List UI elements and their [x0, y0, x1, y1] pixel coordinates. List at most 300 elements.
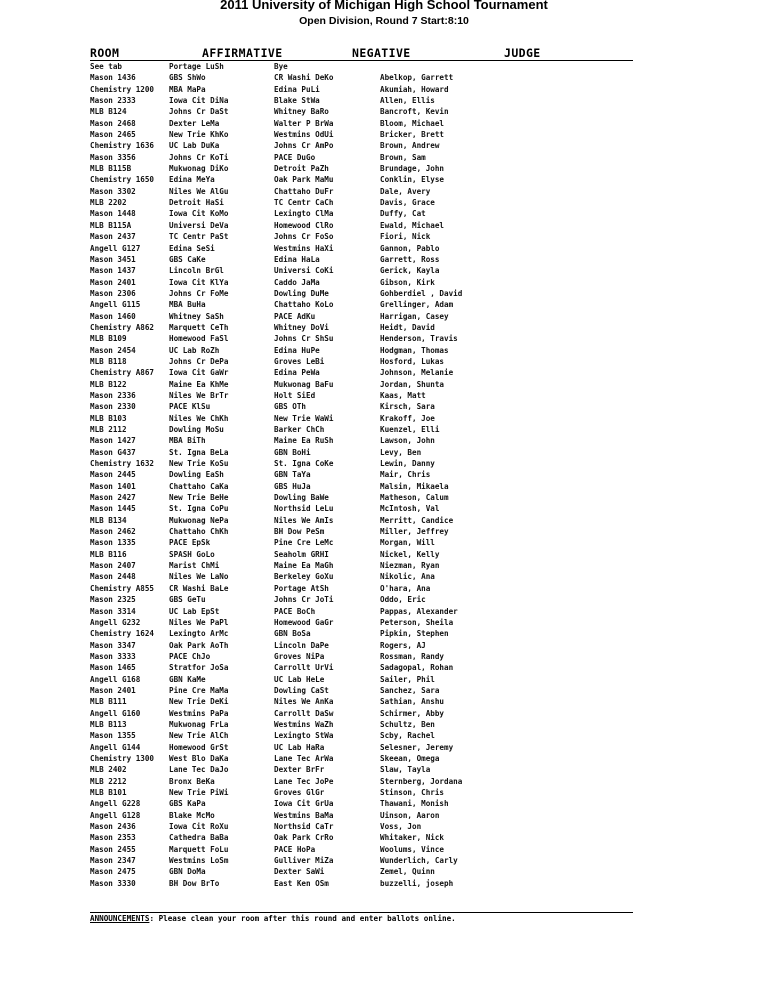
room-cell: Mason 1436	[90, 73, 136, 83]
judge-cell: Gibson, Kirk	[380, 277, 435, 287]
negative-cell: Oak Park MaMu	[274, 175, 334, 185]
judge-cell: Hosford, Lukas	[380, 356, 445, 366]
room-cell: Mason 2468	[90, 118, 136, 128]
judge-cell: Ewald, Michael	[380, 220, 445, 230]
affirmative-cell: Marquett FoLu	[169, 844, 229, 854]
table-row	[90, 208, 633, 219]
negative-cell: Dexter BrFr	[274, 765, 325, 775]
judge-cell: Henderson, Travis	[380, 334, 458, 344]
table-row	[90, 106, 633, 117]
judge-cell: Grellinger, Adam	[380, 300, 454, 310]
affirmative-cell: Iowa Cit RoXu	[169, 822, 229, 832]
affirmative-cell: Edina MeYa	[169, 175, 215, 185]
room-cell: Mason 2401	[90, 685, 136, 695]
negative-cell: Chattaho DuFr	[274, 186, 334, 196]
negative-cell: Westmins OdUi	[274, 130, 334, 140]
room-cell: MLB B111	[90, 697, 127, 707]
table-row	[90, 866, 633, 877]
negative-cell: Carrollt UrVi	[274, 663, 334, 673]
judge-cell: Hodgman, Thomas	[380, 345, 449, 355]
affirmative-cell: New Trie DeKi	[169, 697, 229, 707]
judge-cell: Lewin, Danny	[380, 459, 435, 469]
table-row	[90, 424, 633, 435]
judge-cell: Akumiah, Howard	[380, 84, 449, 94]
affirmative-cell: Marist ChMi	[169, 561, 220, 571]
room-cell: Chemistry A855	[90, 583, 155, 593]
room-cell: Mason 3333	[90, 651, 136, 661]
negative-cell: Lane Tec ArWa	[274, 753, 334, 763]
room-cell: Angell G232	[90, 617, 141, 627]
table-row	[90, 333, 633, 344]
judge-cell: Sailer, Phil	[380, 674, 435, 684]
affirmative-cell: MBA BuHa	[169, 300, 206, 310]
room-cell: MLB B122	[90, 379, 127, 389]
affirmative-cell: Johns Cr FoMe	[169, 288, 229, 298]
table-row	[90, 583, 633, 594]
table-row	[90, 753, 633, 764]
table-row	[90, 72, 633, 83]
room-cell: Chemistry A862	[90, 322, 155, 332]
negative-cell: GBN BoHi	[274, 447, 311, 457]
table-row	[90, 390, 633, 401]
affirmative-cell: Chattaho CaKa	[169, 481, 229, 491]
table-row	[90, 220, 633, 231]
page-subtitle: Open Division, Round 7 Start:8:10	[299, 15, 469, 27]
announcements	[90, 914, 633, 923]
room-cell: MLB B115A	[90, 220, 132, 230]
table-row	[90, 810, 633, 821]
affirmative-cell: Niles We AlGu	[169, 186, 229, 196]
affirmative-cell: Johns Cr DePa	[169, 356, 229, 366]
room-cell: Mason 2407	[90, 561, 136, 571]
affirmative-cell: Niles We PaPl	[169, 617, 229, 627]
table-row	[90, 594, 633, 605]
room-cell: Chemistry 1300	[90, 753, 155, 763]
room-cell: Mason 1401	[90, 481, 136, 491]
table-row	[90, 640, 633, 651]
table-row	[90, 152, 633, 163]
judge-cell: Kirsch, Sara	[380, 402, 435, 412]
judge-cell: Nikolic, Ana	[380, 572, 435, 582]
affirmative-cell: Westmins PaPa	[169, 708, 229, 718]
room-cell: Mason 2347	[90, 856, 136, 866]
judge-cell: Gannon, Pablo	[380, 243, 440, 253]
judge-cell: O'hara, Ana	[380, 583, 431, 593]
affirmative-cell: Pine Cre MaMa	[169, 685, 229, 695]
judge-cell: Mair, Chris	[380, 470, 431, 480]
negative-cell: Dowling CaSt	[274, 685, 329, 695]
affirmative-cell: UC Lab DuKa	[169, 141, 220, 151]
room-cell: MLB 2112	[90, 425, 127, 434]
negative-cell: Oak Park CrRo	[274, 833, 334, 843]
table-row	[90, 379, 633, 390]
room-cell: Mason 2427	[90, 493, 136, 503]
affirmative-cell: Detroit HaSi	[169, 198, 224, 208]
room-cell: Mason 2445	[90, 470, 136, 480]
negative-cell: PACE DuGo	[274, 152, 316, 162]
negative-cell: Edina PeWa	[274, 368, 320, 378]
negative-cell: Westmins HaXi	[274, 243, 334, 253]
room-cell: Angell G144	[90, 742, 141, 752]
affirmative-cell: Iowa Cit KoMo	[169, 209, 229, 219]
table-row	[90, 288, 633, 299]
negative-cell: Portage AtSh	[274, 583, 329, 593]
room-cell: Mason 2401	[90, 277, 136, 287]
column-header-room: ROOM	[90, 46, 120, 60]
judge-cell: Gerick, Kayla	[380, 266, 440, 276]
affirmative-cell: Cathedra BaBa	[169, 833, 229, 843]
judge-cell: Malsin, Mikaela	[380, 481, 449, 491]
judge-cell: Duffy, Cat	[380, 209, 426, 219]
judge-cell: Wunderlich, Carly	[380, 856, 458, 866]
negative-cell: Dowling BaWe	[274, 493, 329, 503]
judge-cell: Peterson, Sheila	[380, 617, 454, 627]
judge-cell: Stinson, Chris	[380, 788, 445, 797]
judge-cell: Woolums, Vince	[380, 844, 445, 854]
negative-cell: Whitney DoVi	[274, 322, 329, 332]
negative-cell: Niles We AmIs	[274, 515, 334, 525]
judge-cell: buzzelli, joseph	[380, 878, 454, 888]
negative-cell: Lane Tec JoPe	[274, 776, 334, 786]
negative-cell: Bye	[274, 62, 288, 71]
room-cell: Angell G160	[90, 708, 141, 718]
judge-cell: Conklin, Elyse	[380, 175, 445, 185]
room-cell: Mason 1355	[90, 731, 136, 741]
affirmative-cell: Whitney SaSh	[169, 311, 224, 321]
table-row	[90, 764, 633, 775]
affirmative-cell: Mukwonag NePa	[169, 515, 229, 525]
negative-cell: UC Lab HeLe	[274, 674, 325, 684]
judge-cell: Skeean, Omega	[380, 753, 440, 763]
judge-cell: Selesner, Jeremy	[380, 742, 454, 752]
room-cell: Mason 2325	[90, 595, 136, 605]
affirmative-cell: UC Lab EpSt	[169, 606, 220, 616]
negative-cell: Westmins BaMa	[274, 810, 334, 820]
room-cell: Mason 2448	[90, 572, 136, 582]
table-row	[90, 798, 633, 809]
room-cell: Mason 2455	[90, 844, 136, 854]
negative-cell: PACE BoCh	[274, 606, 316, 616]
affirmative-cell: Bronx BeKa	[169, 776, 215, 786]
negative-cell: New Trie WaWi	[274, 413, 334, 423]
room-cell: MLB B101	[90, 788, 127, 797]
judge-cell: Jordan, Shunta	[380, 379, 445, 389]
footer-rule	[90, 912, 633, 913]
negative-cell: Westmins WaZh	[274, 719, 334, 729]
affirmative-cell: St. Igna BeLa	[169, 447, 229, 457]
table-row	[90, 458, 633, 469]
room-cell: MLB B113	[90, 719, 127, 729]
table-row	[90, 503, 633, 514]
judge-cell: Bloom, Michael	[380, 118, 445, 128]
room-cell: See tab	[90, 62, 123, 71]
judge-cell: Brown, Andrew	[380, 141, 440, 151]
judge-cell: Pappas, Alexander	[380, 606, 458, 616]
negative-cell: Whitney BaRo	[274, 107, 329, 117]
table-row	[90, 129, 633, 140]
affirmative-cell: Westmins LoSm	[169, 856, 229, 866]
room-cell: Mason 3330	[90, 878, 136, 888]
table-row	[90, 174, 633, 185]
table-row	[90, 730, 633, 741]
announcements-text: : Please clean your room after this round and enter ballots online.	[149, 914, 456, 923]
affirmative-cell: Edina SeSi	[169, 243, 215, 253]
room-cell: Mason 1437	[90, 266, 136, 276]
table-row	[90, 821, 633, 832]
affirmative-cell: Iowa Cit KlYa	[169, 277, 229, 287]
table-row	[90, 674, 633, 685]
affirmative-cell: Johns Cr DaSt	[169, 107, 229, 117]
table-row	[90, 481, 633, 492]
room-cell: Mason 2336	[90, 390, 136, 400]
table-row	[90, 311, 633, 322]
affirmative-cell: GBS CaKe	[169, 254, 206, 264]
affirmative-cell: Mukwonag FrLa	[169, 719, 229, 729]
affirmative-cell: Universi DeVa	[169, 220, 229, 230]
negative-cell: Edina HaLa	[274, 254, 320, 264]
judge-cell: Bricker, Brett	[380, 130, 445, 140]
affirmative-cell: SPASH GoLo	[169, 549, 215, 559]
table-row	[90, 447, 633, 458]
negative-cell: GBS OTh	[274, 402, 307, 412]
affirmative-cell: Niles We LaNo	[169, 572, 229, 582]
table-row	[90, 84, 633, 95]
room-cell: Mason 3302	[90, 186, 136, 196]
affirmative-cell: New Trie AlCh	[169, 731, 229, 741]
judge-cell: Sadagopal, Rohan	[380, 663, 454, 673]
judge-cell: Dale, Avery	[380, 186, 431, 196]
affirmative-cell: GBS GeTu	[169, 595, 206, 605]
room-cell: Mason 1465	[90, 663, 136, 673]
negative-cell: Pine Cre LeMc	[274, 538, 334, 548]
room-cell: Mason 3356	[90, 152, 136, 162]
negative-cell: Gulliver MiZa	[274, 856, 334, 866]
judge-cell: Rossman, Randy	[380, 651, 445, 661]
room-cell: Mason 1460	[90, 311, 136, 321]
negative-cell: GBN TaYa	[274, 470, 311, 480]
judge-cell: Rogers, AJ	[380, 640, 426, 650]
room-cell: Angell G128	[90, 810, 141, 820]
table-row	[90, 832, 633, 843]
affirmative-cell: Iowa Cit GaWr	[169, 368, 229, 378]
negative-cell: Edina HuPe	[274, 345, 320, 355]
table-row	[90, 345, 633, 356]
affirmative-cell: GBN DoMa	[169, 867, 206, 877]
room-cell: MLB B118	[90, 356, 127, 366]
table-row	[90, 719, 633, 730]
judge-cell: Garrett, Ross	[380, 254, 440, 264]
negative-cell: St. Igna CoKe	[274, 459, 334, 469]
negative-cell: Groves NiPa	[274, 651, 325, 661]
table-row	[90, 231, 633, 242]
room-cell: Mason 2353	[90, 833, 136, 843]
negative-cell: Lincoln DaPe	[274, 640, 329, 650]
table-row	[90, 197, 633, 208]
table-row	[90, 515, 633, 526]
room-cell: MLB B115B	[90, 164, 132, 174]
negative-cell: Holt SiEd	[274, 390, 316, 400]
judge-cell: Gohberdiel , David	[380, 288, 463, 298]
room-cell: Chemistry 1650	[90, 175, 155, 185]
judge-cell: Slaw, Tayla	[380, 765, 431, 775]
affirmative-cell: BH Dow BrTo	[169, 878, 220, 888]
negative-cell: BH Dow PeSm	[274, 527, 325, 537]
affirmative-cell: MBA MaPa	[169, 84, 206, 94]
room-cell: Mason G437	[90, 447, 136, 457]
room-cell: Chemistry 1632	[90, 459, 155, 469]
negative-cell: Mukwonag BaFu	[274, 379, 334, 389]
negative-cell: Northsid LeLu	[274, 504, 334, 514]
judge-cell: Brown, Sam	[380, 152, 426, 162]
affirmative-cell: St. Igna CoPu	[169, 504, 229, 514]
table-row	[90, 163, 633, 174]
table-row	[90, 469, 633, 480]
column-header-judge: JUDGE	[504, 46, 541, 60]
judge-cell: Matheson, Calum	[380, 493, 449, 503]
affirmative-cell: New Trie BeHe	[169, 493, 229, 503]
affirmative-cell: New Trie KhKo	[169, 130, 229, 140]
judge-cell: Levy, Ben	[380, 447, 422, 457]
room-cell: Angell G115	[90, 300, 141, 310]
room-cell: Chemistry 1624	[90, 629, 155, 639]
room-cell: MLB 2202	[90, 198, 127, 208]
negative-cell: East Ken OSm	[274, 878, 329, 888]
table-row	[90, 367, 633, 378]
table-row	[90, 61, 633, 72]
affirmative-cell: Lincoln BrGl	[169, 266, 224, 276]
affirmative-cell: Dowling EaSh	[169, 470, 224, 480]
affirmative-cell: Niles We BrTr	[169, 390, 229, 400]
room-cell: Mason 1335	[90, 538, 136, 548]
judge-cell: Davis, Grace	[380, 198, 435, 208]
negative-cell: Niles We AnKa	[274, 697, 334, 707]
negative-cell: Dexter SaWi	[274, 867, 325, 877]
judge-cell: Whitaker, Nick	[380, 833, 445, 843]
table-row	[90, 277, 633, 288]
negative-cell: Lexingto StWa	[274, 731, 334, 741]
judge-cell: Scby, Rachel	[380, 731, 435, 741]
room-cell: Mason 2333	[90, 96, 136, 106]
affirmative-cell: Johns Cr KoTi	[169, 152, 229, 162]
table-row	[90, 95, 633, 106]
affirmative-cell: Maine Ea KhMe	[169, 379, 229, 389]
room-cell: MLB 2402	[90, 765, 127, 775]
judge-cell: Abelkop, Garrett	[380, 73, 454, 83]
table-row	[90, 492, 633, 503]
column-header-affirmative: AFFIRMATIVE	[202, 46, 283, 60]
judge-cell: Uinson, Aaron	[380, 810, 440, 820]
table-row	[90, 549, 633, 560]
table-row	[90, 628, 633, 639]
room-cell: Mason 3347	[90, 640, 136, 650]
room-cell: Mason 2436	[90, 822, 136, 832]
affirmative-cell: Portage LuSh	[169, 62, 224, 71]
table-row	[90, 878, 633, 889]
table-row	[90, 571, 633, 582]
judge-cell: Oddo, Eric	[380, 595, 426, 605]
room-cell: Angell G228	[90, 799, 141, 809]
affirmative-cell: Stratfor JoSa	[169, 663, 229, 673]
negative-cell: Dowling DuMe	[274, 288, 329, 298]
room-cell: MLB B116	[90, 549, 127, 559]
negative-cell: Maine Ea RuSh	[274, 436, 334, 446]
negative-cell: TC Centr CaCh	[274, 198, 334, 208]
judge-cell: Zemel, Quinn	[380, 867, 435, 877]
affirmative-cell: Marquett CeTh	[169, 322, 229, 332]
judge-cell: Johnson, Melanie	[380, 368, 454, 378]
judge-cell: Pipkin, Stephen	[380, 629, 449, 639]
negative-cell: Barker ChCh	[274, 425, 325, 434]
table-row	[90, 855, 633, 866]
room-cell: MLB B103	[90, 413, 127, 423]
judge-cell: Miller, Jeffrey	[380, 527, 449, 537]
negative-cell: CR Washi DeKo	[274, 73, 334, 83]
negative-cell: Iowa Cit GrUa	[274, 799, 334, 809]
negative-cell: Groves GlGr	[274, 788, 325, 797]
table-row	[90, 708, 633, 719]
room-cell: Mason 3314	[90, 606, 136, 616]
negative-cell: Berkeley GoXu	[274, 572, 334, 582]
judge-cell: Sanchez, Sara	[380, 685, 440, 695]
room-cell: Angell G127	[90, 243, 141, 253]
affirmative-cell: Homewood FaSl	[169, 334, 229, 344]
negative-cell: Universi CoKi	[274, 266, 334, 276]
room-cell: Mason 2437	[90, 232, 136, 242]
negative-cell: Edina PuLi	[274, 84, 320, 94]
affirmative-cell: UC Lab RoZh	[169, 345, 220, 355]
affirmative-cell: Homewood GrSt	[169, 742, 229, 752]
negative-cell: UC Lab HaRa	[274, 742, 325, 752]
judge-cell: Brundage, John	[380, 164, 445, 174]
room-cell: Mason 2475	[90, 867, 136, 877]
judge-cell: Schirmer, Abby	[380, 708, 445, 718]
judge-cell: Merritt, Candice	[380, 515, 454, 525]
room-cell: MLB 2212	[90, 776, 127, 786]
affirmative-cell: Iowa Cit DiNa	[169, 96, 229, 106]
judge-cell: Morgan, Will	[380, 538, 435, 548]
judge-cell: Bancroft, Kevin	[380, 107, 449, 117]
negative-cell: Johns Cr AmPo	[274, 141, 334, 151]
table-row	[90, 254, 633, 265]
table-row	[90, 140, 633, 151]
room-cell: Mason 2306	[90, 288, 136, 298]
judge-cell: Thawani, Monish	[380, 799, 449, 809]
negative-cell: Seaholm GRHI	[274, 549, 329, 559]
affirmative-cell: PACE EpSk	[169, 538, 211, 548]
column-header-negative: NEGATIVE	[352, 46, 411, 60]
room-cell: Mason 2462	[90, 527, 136, 537]
judge-cell: Allen, Ellis	[380, 96, 435, 106]
table-row	[90, 696, 633, 707]
room-cell: Mason 1427	[90, 436, 136, 446]
table-row	[90, 118, 633, 129]
page-title: 2011 University of Michigan High School Tournament	[220, 0, 548, 12]
room-cell: Chemistry 1636	[90, 141, 155, 151]
room-cell: Mason 1448	[90, 209, 136, 219]
affirmative-cell: Dexter LeMa	[169, 118, 220, 128]
negative-cell: Blake StWa	[274, 96, 320, 106]
judge-cell: Voss, Jon	[380, 822, 422, 832]
room-cell: Chemistry 1200	[90, 84, 155, 94]
affirmative-cell: PACE ChJo	[169, 651, 211, 661]
affirmative-cell: Oak Park AoTh	[169, 640, 229, 650]
table-row	[90, 243, 633, 254]
affirmative-cell: Niles We ChKh	[169, 413, 229, 423]
affirmative-cell: GBS ShWo	[169, 73, 206, 83]
table-row	[90, 526, 633, 537]
table-row	[90, 186, 633, 197]
table-row	[90, 435, 633, 446]
